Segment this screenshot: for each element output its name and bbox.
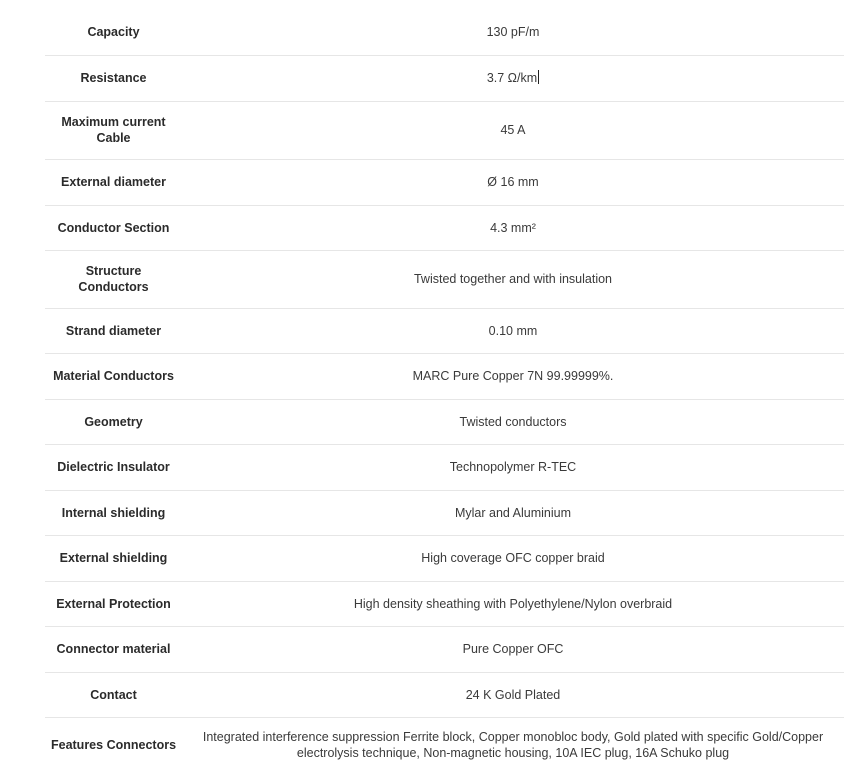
spec-label: Conductor Section (45, 205, 182, 250)
spec-value: Integrated interference suppression Ferrite block, Copper monobloc body, Gold plated with specific Gold/Copper electrolysis technique, Non-magnetic housing, 10A IEC plug, 16A Schuko plug (202, 729, 824, 760)
spec-row-resistance (45, 55, 844, 101)
spec-row-capacity (45, 10, 844, 55)
label-line: Structure Conductors (78, 264, 149, 294)
spec-label: Internal shielding (45, 490, 182, 535)
spec-value: MARC Pure Copper 7N 99.99999%. (182, 353, 844, 399)
spec-row-connector-material (45, 626, 844, 672)
spec-value: Technopolymer R-TEC (182, 444, 844, 490)
spec-value: Twisted conductors (182, 399, 844, 444)
spec-value: 24 K Gold Plated (182, 672, 844, 717)
spec-row-strand-diameter (45, 308, 844, 353)
spec-row-conductor-section (45, 205, 844, 250)
specifications-table (45, 10, 844, 772)
spec-row-contact (45, 672, 844, 717)
spec-row-external-diameter (45, 159, 844, 205)
spec-value: Pure Copper OFC (182, 626, 844, 672)
spec-row-material-conductors (45, 353, 844, 399)
spec-value: Twisted together and with insulation (182, 250, 844, 308)
spec-label: Contact (45, 672, 182, 717)
spec-label (45, 101, 182, 159)
spec-value: 0.10 mm (182, 308, 844, 353)
spec-row-maximum-current (45, 101, 844, 159)
label-line: Maximum current Cable (61, 115, 166, 145)
spec-row-dielectric-insulator (45, 444, 844, 490)
spec-label: External Protection (45, 581, 182, 626)
spec-label (45, 250, 182, 308)
spec-value: 130 pF/m (182, 10, 844, 55)
spec-row-features-connectors (45, 717, 844, 772)
spec-row-structure-conductors (45, 250, 844, 308)
spec-row-external-shielding (45, 535, 844, 581)
spec-value-cell[interactable] (182, 55, 844, 101)
spec-row-external-protection (45, 581, 844, 626)
spec-value: High coverage OFC copper braid (182, 535, 844, 581)
spec-label: Material Conductors (45, 353, 182, 399)
spec-label: Resistance (45, 55, 182, 101)
text-cursor (538, 70, 539, 84)
spec-label: Dielectric Insulator (45, 444, 182, 490)
spec-value: High density sheathing with Polyethylene/Nylon overbraid (182, 581, 844, 626)
spec-value[interactable]: 3.7 Ω/km (486, 71, 538, 85)
spec-value: Ø 16 mm (182, 159, 844, 205)
spec-label: Features Connectors (50, 737, 177, 752)
spec-label: Capacity (45, 10, 182, 55)
spec-label: External shielding (45, 535, 182, 581)
spec-row-geometry (45, 399, 844, 444)
spec-label: External diameter (45, 159, 182, 205)
spec-value: Mylar and Aluminium (182, 490, 844, 535)
spec-value: 4.3 mm² (182, 205, 844, 250)
spec-label: Geometry (45, 399, 182, 444)
spec-label: Strand diameter (45, 308, 182, 353)
spec-label: Connector material (45, 626, 182, 672)
spec-row-internal-shielding (45, 490, 844, 535)
spec-value: 45 A (182, 101, 844, 159)
